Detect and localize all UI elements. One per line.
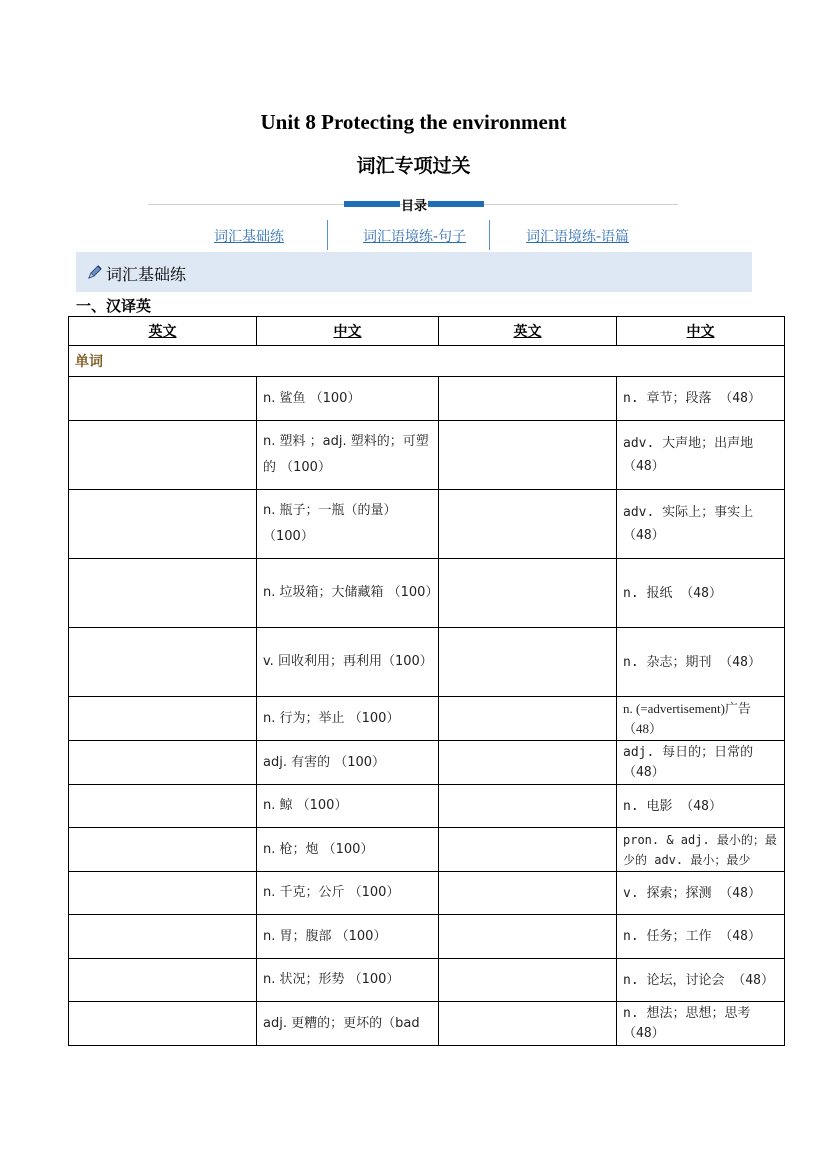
chinese-meaning: adj. 有害的 （100） (257, 741, 439, 785)
chinese-meaning: n. 塑料 ；adj. 塑料的；可塑的 （100） (257, 421, 439, 490)
answer-cell-english[interactable] (439, 1002, 617, 1046)
chinese-meaning: n. 鲸 （100） (257, 785, 439, 828)
toc-label: 目录 (400, 199, 427, 214)
chinese-meaning: adj. 更糟的；更坏的（bad (257, 1002, 439, 1046)
chinese-meaning: n. 电影 （48） (617, 785, 785, 828)
answer-cell-english[interactable] (439, 628, 617, 697)
toc-link-basic[interactable]: 词汇基础练 (214, 229, 284, 245)
chinese-meaning: adv. 大声地；出声地（48） (617, 421, 785, 490)
chinese-meaning: n. 状况；形势 （100） (257, 959, 439, 1002)
chinese-meaning: n. 任务；工作 （48） (617, 915, 785, 959)
chinese-meaning: n. 枪；炮 （100） (257, 828, 439, 872)
toc-accent-left (344, 201, 400, 207)
table-row (69, 785, 785, 828)
vocabulary-table (68, 316, 785, 1046)
table-row (69, 628, 785, 697)
chinese-meaning: n. 鲨鱼 （100） (257, 377, 439, 421)
pen-icon (86, 263, 104, 285)
toc-link-sentence[interactable]: 词汇语境练-句子 (363, 229, 467, 245)
answer-cell-english[interactable] (439, 377, 617, 421)
answer-cell-english[interactable] (439, 741, 617, 785)
chinese-meaning: n. 报纸 （48） (617, 559, 785, 628)
answer-cell-english[interactable] (439, 421, 617, 490)
table-subheading-row (69, 346, 785, 377)
answer-cell-english[interactable] (439, 559, 617, 628)
answer-cell-english[interactable] (69, 377, 257, 421)
answer-cell-english[interactable] (69, 421, 257, 490)
answer-cell-english[interactable] (439, 872, 617, 915)
column-header-english: 英文 (69, 317, 257, 346)
table-row (69, 490, 785, 559)
section-label: 词汇基础练 (106, 265, 187, 284)
document-title: Unit 8 Protecting the environment (260, 110, 567, 134)
table-row (69, 959, 785, 1002)
table-row (69, 421, 785, 490)
chinese-meaning: adv. 实际上；事实上（48） (617, 490, 785, 559)
answer-cell-english[interactable] (69, 697, 257, 741)
table-row (69, 697, 785, 741)
toc-link-passage[interactable]: 词汇语境练-语篇 (526, 229, 630, 245)
answer-cell-english[interactable] (69, 1002, 257, 1046)
chinese-meaning: v. 探索；探测 （48） (617, 872, 785, 915)
toc-accent-right (428, 201, 484, 207)
table-header-row (69, 317, 785, 346)
chinese-meaning: n. (=advertisement)广告（48） (617, 697, 785, 741)
answer-cell-english[interactable] (69, 559, 257, 628)
answer-cell-english[interactable] (439, 959, 617, 1002)
answer-cell-english[interactable] (439, 915, 617, 959)
chinese-meaning: n. 千克；公斤 （100） (257, 872, 439, 915)
answer-cell-english[interactable] (69, 872, 257, 915)
answer-cell-english[interactable] (69, 490, 257, 559)
column-header-chinese: 中文 (257, 317, 439, 346)
table-row (69, 1002, 785, 1046)
table-row (69, 828, 785, 872)
answer-cell-english[interactable] (69, 959, 257, 1002)
chinese-meaning: pron. & adj. 最小的；最少的 adv. 最小；最少 (617, 828, 785, 872)
table-row (69, 872, 785, 915)
chinese-meaning: n. 行为；举止 （100） (257, 697, 439, 741)
chinese-meaning: n. 胃；腹部 （100） (257, 915, 439, 959)
chinese-meaning: n. 章节；段落 （48） (617, 377, 785, 421)
column-header-chinese: 中文 (617, 317, 785, 346)
table-row (69, 915, 785, 959)
chinese-meaning: n. 想法；思想；思考（48） (617, 1002, 785, 1046)
answer-cell-english[interactable] (69, 828, 257, 872)
answer-cell-english[interactable] (439, 697, 617, 741)
chinese-meaning: n. 杂志；期刊 （48） (617, 628, 785, 697)
section-header (76, 252, 752, 292)
table-row (69, 377, 785, 421)
table-subheading: 单词 (69, 346, 785, 377)
table-row (69, 741, 785, 785)
toc-separator (327, 220, 328, 250)
chinese-meaning: n. 瓶子；一瓶（的量）（100） (257, 490, 439, 559)
answer-cell-english[interactable] (439, 785, 617, 828)
chinese-meaning: n. 论坛，讨论会 （48） (617, 959, 785, 1002)
answer-cell-english[interactable] (69, 915, 257, 959)
chinese-meaning: n. 垃圾箱；大储藏箱 （100） (257, 559, 439, 628)
column-header-english: 英文 (439, 317, 617, 346)
document-subtitle: 词汇专项过关 (356, 155, 471, 177)
table-row (69, 559, 785, 628)
answer-cell-english[interactable] (69, 628, 257, 697)
part-heading: 一、汉译英 (76, 297, 152, 315)
chinese-meaning: adj. 每日的；日常的（48） (617, 741, 785, 785)
chinese-meaning: v. 回收利用；再利用（100） (257, 628, 439, 697)
answer-cell-english[interactable] (69, 785, 257, 828)
answer-cell-english[interactable] (69, 741, 257, 785)
answer-cell-english[interactable] (439, 828, 617, 872)
toc-separator (489, 220, 490, 250)
answer-cell-english[interactable] (439, 490, 617, 559)
